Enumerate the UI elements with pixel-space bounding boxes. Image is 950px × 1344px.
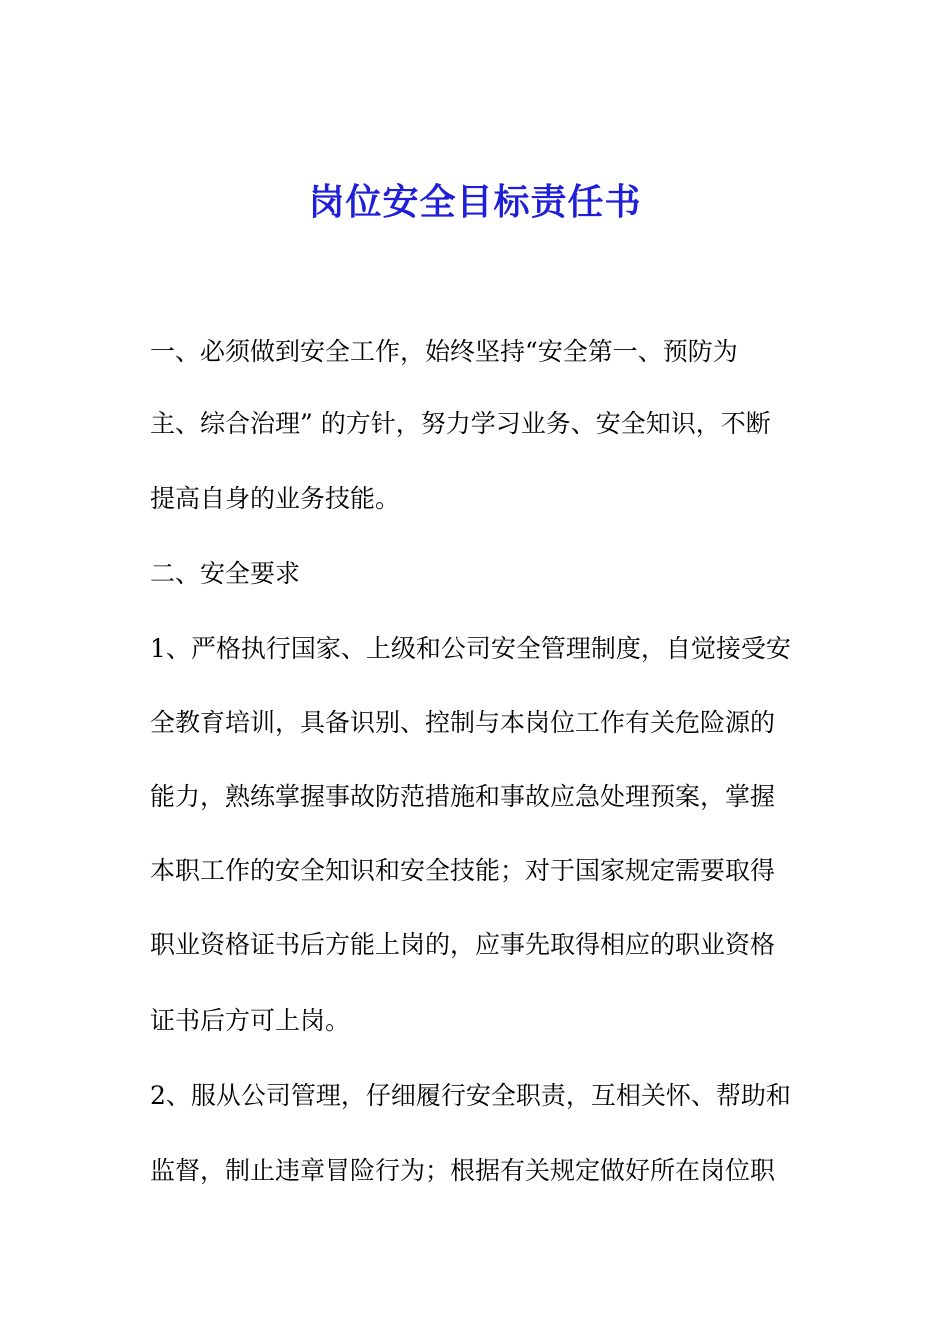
paragraph-line-12: 监督，制止违章冒险行为；根据有关规定做好所在岗位职: [150, 1156, 776, 1185]
paragraph-line-3: 提高自身的业务技能。: [150, 484, 401, 513]
paragraph-line-8: 本职工作的安全知识和安全技能；对于国家规定需要取得: [150, 856, 776, 885]
paragraph-line-11: 2、服从公司管理，仔细履行安全职责，互相关怀、帮助和: [150, 1081, 791, 1110]
paragraph-line-6: 全教育培训，具备识别、控制与本岗位工作有关危险源的: [150, 708, 776, 737]
paragraph-line-10: 证书后方可上岗。: [150, 1006, 351, 1035]
document-title: 岗位安全目标责任书: [308, 181, 642, 223]
section-heading-safety-requirements: 二、安全要求: [150, 559, 301, 588]
paragraph-line-1: 一、必须做到安全工作，始终坚持“安全第一、预防为: [150, 337, 738, 366]
paragraph-line-2: 主、综合治理” 的方针，努力学习业务、安全知识，不断: [150, 409, 771, 438]
paragraph-line-7: 能力，熟练掌握事故防范措施和事故应急处理预案，掌握: [150, 782, 776, 811]
paragraph-line-9: 职业资格证书后方能上岗的，应事先取得相应的职业资格: [150, 930, 776, 959]
paragraph-line-5: 1、严格执行国家、上级和公司安全管理制度，自觉接受安: [150, 634, 791, 663]
